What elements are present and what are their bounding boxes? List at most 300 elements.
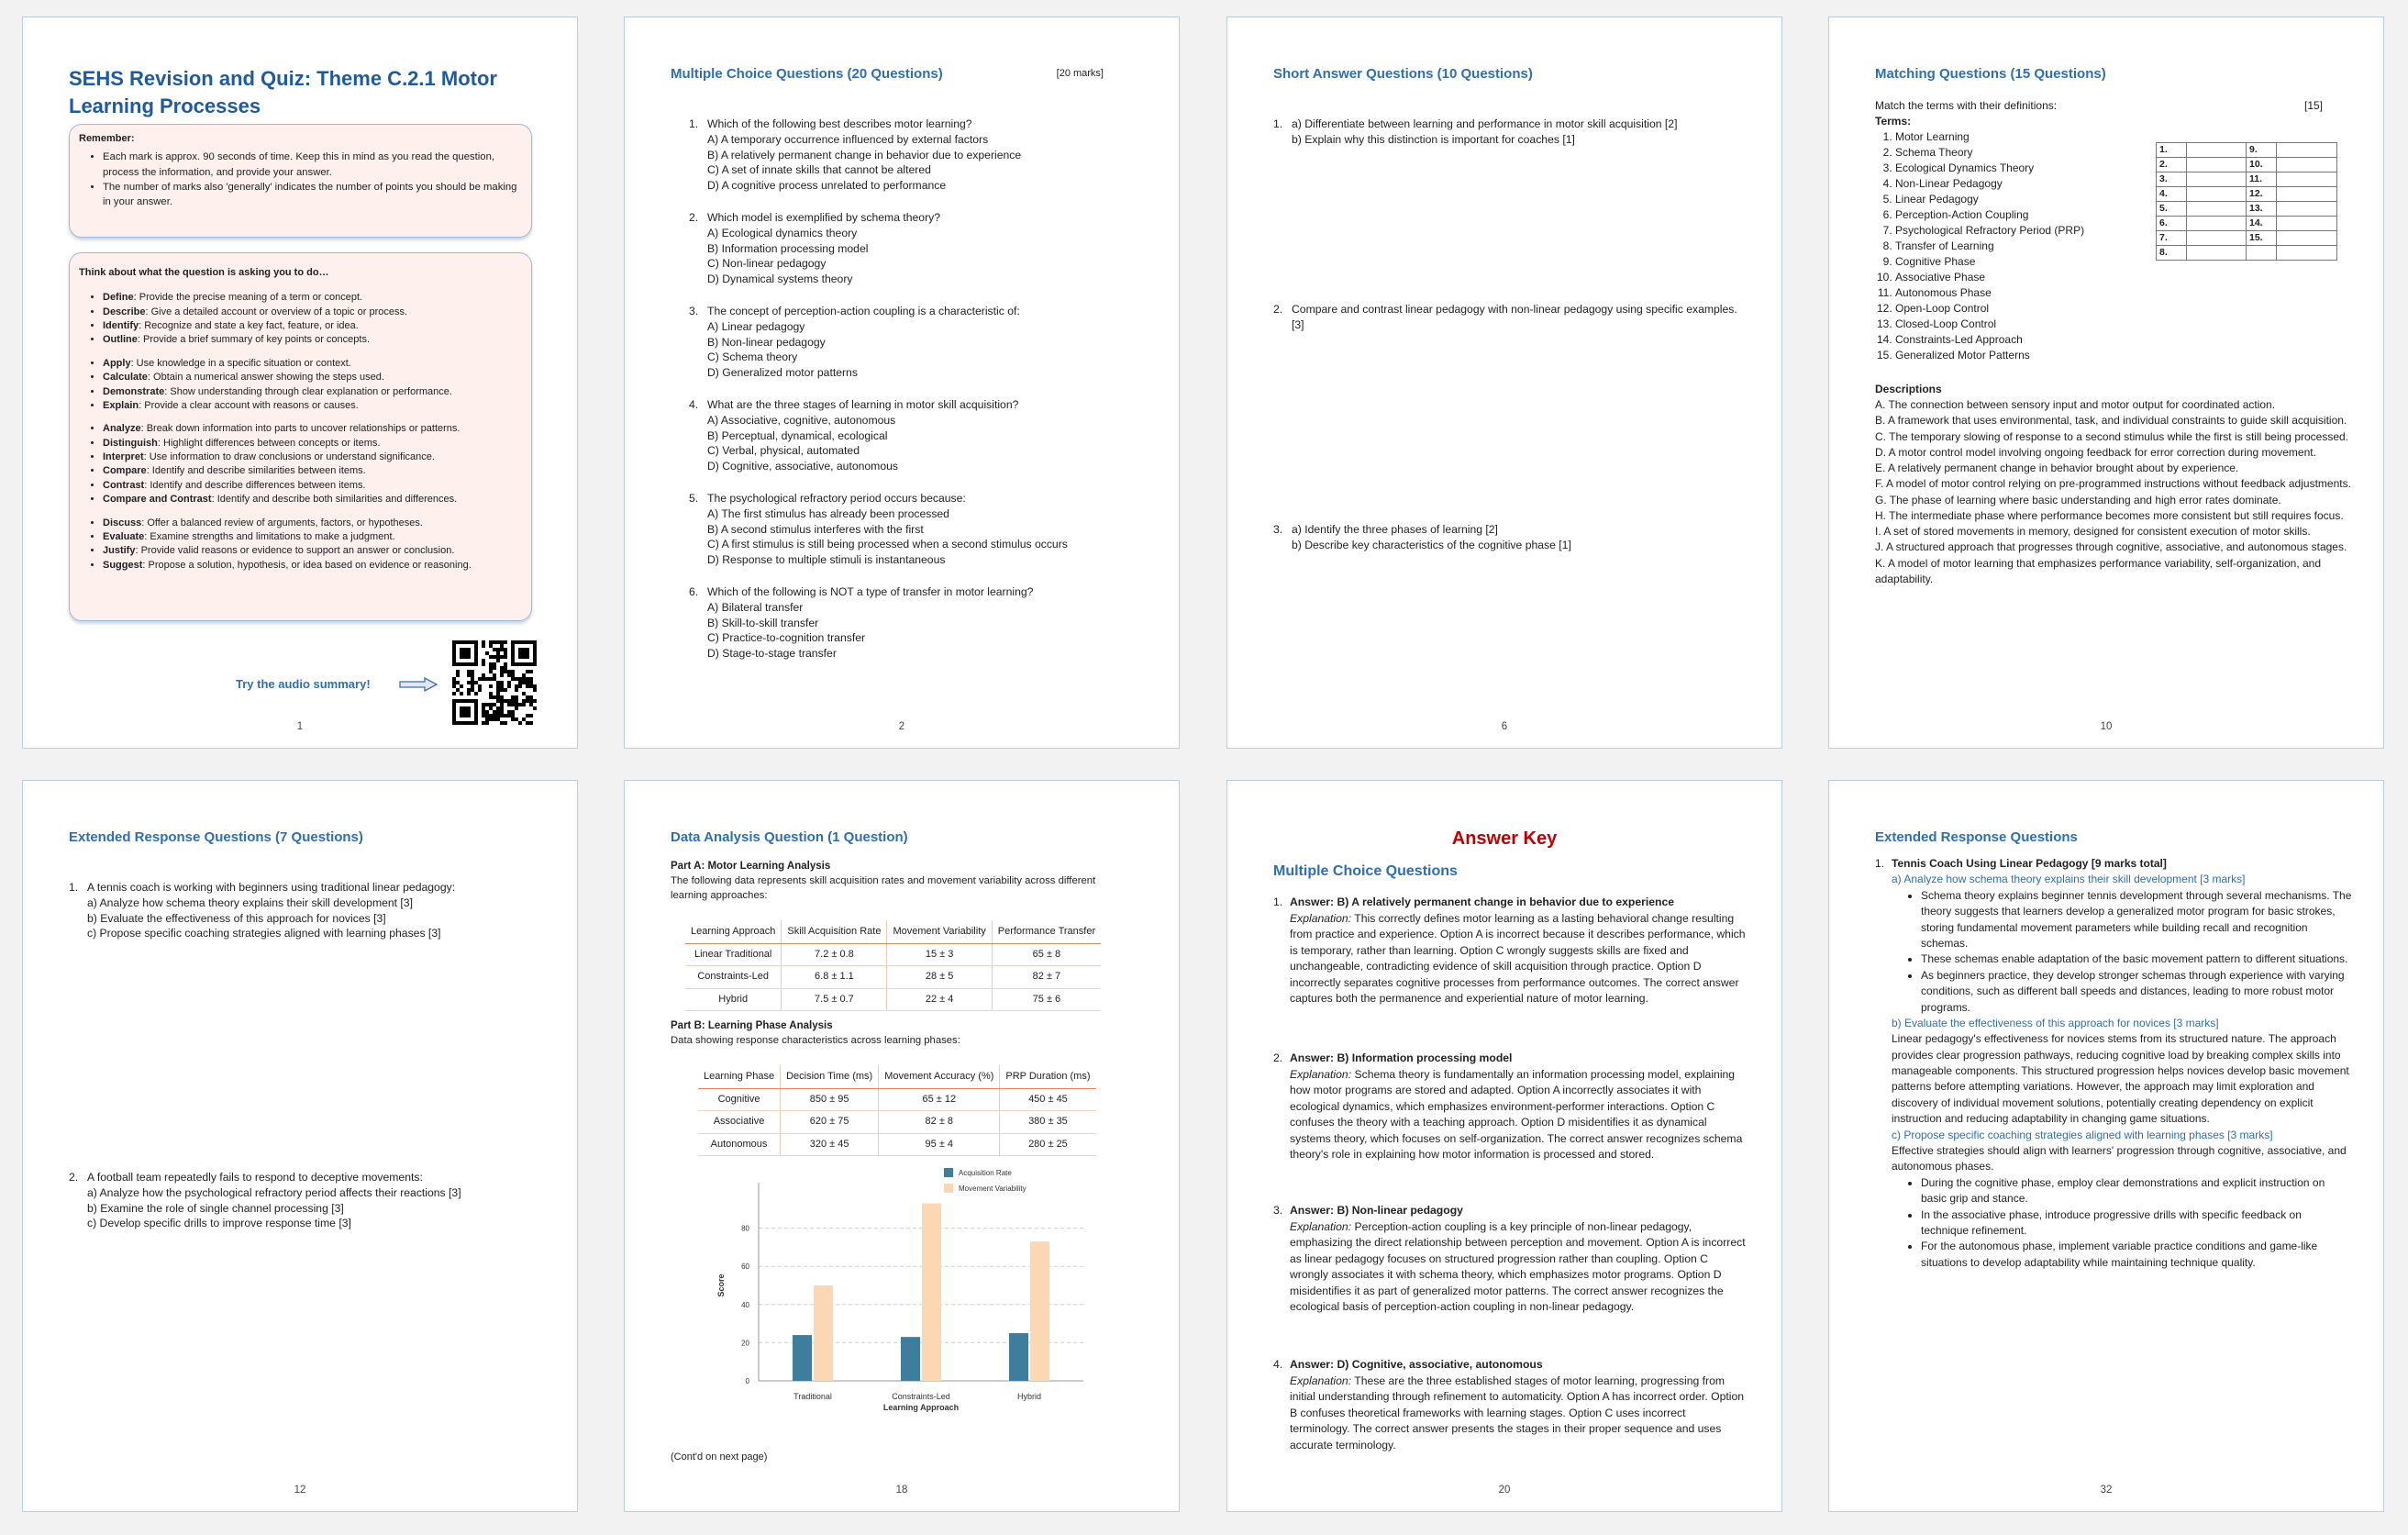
table-cell: 82 ± 7 (992, 966, 1101, 988)
grid-answer-cell[interactable] (2187, 217, 2247, 231)
answer-number: 1. (1273, 895, 1283, 908)
term-item: 13. Closed-Loop Control (1895, 317, 2084, 332)
remember-title: Remember: (79, 133, 135, 144)
answer-explanation (1290, 1374, 1746, 1454)
question-number: 1. (69, 881, 79, 894)
bullet-item: • These schemas enable adaptation of the basic movement pattern to different situations. (1921, 951, 2352, 967)
question-number: 1. (1273, 117, 1283, 130)
table-cell: 620 ± 75 (781, 1111, 879, 1133)
mcq-question (689, 210, 1148, 287)
question-text: Which model is exemplified by schema theory? (707, 211, 941, 224)
table-cell: 95 ± 4 (879, 1133, 1000, 1155)
marks-label: [20 marks] (1056, 68, 1104, 79)
mcq-question (689, 397, 1148, 474)
legend-swatch (944, 1168, 953, 1177)
part-a-bullets (1901, 888, 2352, 1016)
table-header-row (685, 920, 1101, 944)
command-term: Suggest (103, 559, 143, 571)
answer-option[interactable]: A) A temporary occurrence influenced by external factors (707, 132, 989, 146)
command-term-definition: : Propose a solution, hypothesis, or idea based on evidence or reasoning. (142, 559, 472, 571)
answer-grid[interactable] (2156, 142, 2337, 261)
answer-item (1273, 1051, 1746, 1163)
page-number: 20 (1498, 1485, 1511, 1496)
think-title: Think about what the question is asking you to do… (79, 267, 329, 278)
table-cell: 65 ± 12 (879, 1089, 1000, 1111)
command-term-item (103, 559, 522, 573)
bar-acquisition-rate (793, 1335, 812, 1381)
short-answer-question (1273, 302, 1750, 333)
mcq-question (689, 117, 1148, 194)
bullet-item: • As beginners practice, they develop stronger schemas through experience with varying conditions, such as different ball speeds and distances, leading to more robust motor programs. (1921, 968, 2352, 1016)
grid-number: 14. (2247, 217, 2277, 231)
terms-list (1866, 129, 2084, 363)
y-tick-label: 0 (745, 1377, 749, 1385)
grid-number: 5. (2157, 202, 2187, 217)
page-number: 10 (2100, 721, 2113, 733)
grid-number: 7. (2157, 231, 2187, 246)
column-header: Skill Acquisition Rate (782, 920, 887, 944)
command-term-item (103, 319, 522, 333)
y-tick-label: 60 (741, 1262, 749, 1272)
table-cell: Linear Traditional (685, 944, 782, 966)
grid-answer-cell[interactable] (2187, 172, 2247, 187)
grid-answer-cell[interactable] (2277, 158, 2337, 172)
answer-option[interactable]: D) A cognitive process unrelated to performance (707, 179, 947, 193)
question-line: b) Describe key characteristics of the cognitive phase [1] (1292, 538, 1571, 551)
description-item: A. The connection between sensory input and motor output for coordinated action. (1875, 398, 2276, 411)
answer-body (1290, 1357, 1746, 1453)
command-term: Define (103, 292, 134, 304)
answer-body (1290, 895, 1746, 1007)
remember-list (79, 150, 522, 210)
bullet-item: • For the autonomous phase, implement variable practice conditions and game-like situations to develop adaptability while maintaining technique quality. (1921, 1239, 2352, 1271)
question-number: 2. (689, 211, 699, 224)
command-term-definition: : Provide a brief summary of key points or concepts. (137, 334, 370, 346)
answer-option[interactable]: D) Response to multiple stimuli is instantaneous (707, 553, 946, 567)
grid-answer-cell[interactable] (2187, 202, 2247, 217)
bar-movement-variability (1030, 1241, 1049, 1381)
grid-row (2157, 217, 2337, 231)
column-header: Movement Accuracy (%) (879, 1065, 1000, 1089)
explanation-text: Schema theory is fundamentally an information processing model, explaining how motor programs are stored and adapted. Option A incorrectly associates it with ecological dynamics, which emphasizes environment-performer interactions. Option C confuses the theory with a teaching approach. Option D misidentifies it as dynamical systems theory, which focuses on self-organization. The correct answer recognizes schema theory's role in explaining how motor information is processed and stored. (1290, 1067, 1743, 1162)
remember-item: • The number of marks also 'generally' indicates the number of points you should be making in your answer. (103, 180, 522, 210)
mcq-question (689, 491, 1148, 568)
answer-explanation (1290, 1219, 1746, 1316)
x-tick-label: Constraints-Led (892, 1392, 950, 1401)
question-body (707, 304, 1148, 381)
grid-number: 3. (2157, 172, 2187, 187)
answer-option[interactable]: B) A relatively permanent change in behavior due to experience (707, 148, 1022, 161)
grid-number: 2. (2157, 158, 2187, 172)
bar-acquisition-rate (1009, 1333, 1028, 1381)
command-term-item (103, 306, 522, 319)
question-body (707, 117, 1148, 194)
description-item: B. A framework that uses environmental, task, and individual constraints to guide skill acquisition. (1875, 414, 2347, 428)
command-term: Identify (103, 319, 139, 331)
question-body (1292, 302, 1750, 333)
legend-swatch (944, 1184, 953, 1193)
grid-answer-cell[interactable] (2277, 172, 2337, 187)
question-line: A football team repeatedly fails to respond to deceptive movements: (87, 1171, 423, 1184)
description-item: H. The intermediate phase where performance becomes more consistent but still requires focus. (1875, 508, 2344, 522)
x-axis-label: Learning Approach (882, 1403, 960, 1412)
column-header: Movement Variability (887, 920, 992, 944)
answer-option[interactable]: A) Associative, cognitive, autonomous (707, 413, 896, 427)
grid-answer-cell[interactable] (2187, 231, 2247, 246)
question-body (707, 210, 1148, 287)
grid-number: 13. (2247, 202, 2277, 217)
command-terms-box (69, 252, 532, 621)
command-term-item (103, 479, 522, 493)
grid-number (2247, 246, 2277, 261)
question-body (707, 491, 1148, 568)
grid-number: 1. (2157, 143, 2187, 158)
short-answer-question (1273, 117, 1750, 148)
answer-heading: Answer: D) Cognitive, associative, autonomous (1290, 1358, 1543, 1371)
question-number: 5. (689, 492, 699, 505)
table-cell: 22 ± 4 (887, 988, 992, 1010)
table-cell: 75 ± 6 (992, 988, 1101, 1010)
command-term-item (103, 385, 522, 399)
bullet-item: • During the cognitive phase, employ clear demonstrations and explicit instruction on basic grip and stance. (1921, 1175, 2352, 1207)
command-term: Outline (103, 334, 138, 346)
command-term: Compare and Contrast (103, 494, 212, 506)
command-term-item (103, 530, 522, 544)
answer-option[interactable]: B) A second stimulus interferes with the first (707, 522, 924, 536)
command-term-item (103, 291, 522, 305)
part-b-title: Part B: Learning Phase Analysis (671, 1020, 833, 1031)
section-heading: Short Answer Questions (10 Questions) (1273, 66, 1533, 82)
mcq-question (689, 304, 1148, 381)
grid-row (2157, 202, 2337, 217)
answer-item (1273, 895, 1746, 1007)
term-item: 9. Cognitive Phase (1895, 254, 2084, 270)
answer-option[interactable]: D) Dynamical systems theory (707, 273, 853, 286)
table-cell: 450 ± 45 (1000, 1089, 1096, 1111)
table-cell: 320 ± 45 (781, 1133, 879, 1155)
grid-number: 11. (2247, 172, 2277, 187)
section-heading: Multiple Choice Questions (1273, 863, 1458, 879)
question-line: b) Examine the role of single channel processing [3] (87, 1201, 344, 1215)
command-term-definition: : Use knowledge in a specific situation or context. (130, 357, 351, 369)
table-cell: 15 ± 3 (887, 944, 992, 966)
table-header-row (698, 1065, 1096, 1089)
part-b-text: Data showing response characteristics across learning phases: (671, 1035, 960, 1046)
remember-box (69, 124, 532, 238)
table-cell: Cognitive (698, 1089, 781, 1111)
grid-answer-cell[interactable] (2187, 187, 2247, 202)
question-body (707, 584, 1148, 662)
command-term-item (103, 544, 522, 558)
description-item: E. A relatively permanent change in behavior brought about by experience. (1875, 462, 2239, 475)
command-term: Evaluate (103, 531, 145, 543)
command-term-item (103, 333, 522, 347)
command-term-item (103, 422, 522, 436)
answer-option[interactable]: D) Stage-to-stage transfer (707, 647, 837, 661)
document-title: SEHS Revision and Quiz: Theme C.2.1 Motor Learning Processes (69, 67, 497, 117)
question-line: Compare and contrast linear pedagogy with non-linear pedagogy using specific examples. [3] (1292, 303, 1737, 331)
page-1 (22, 17, 578, 749)
part-c-text: Effective strategies should align with learners' progression through cognitive, associative, and autonomous phases. (1892, 1144, 2347, 1173)
legend-label: Movement Variability (959, 1185, 1026, 1193)
grid-number: 4. (2157, 187, 2187, 202)
table-cell: 7.5 ± 0.7 (782, 988, 887, 1010)
section-heading: Multiple Choice Questions (20 Questions) (671, 66, 943, 82)
question-text: Which of the following is NOT a type of transfer in motor learning? (707, 585, 1034, 598)
command-term-item (103, 464, 522, 478)
answer-option[interactable]: B) Non-linear pedagogy (707, 335, 826, 349)
command-term-item (103, 357, 522, 371)
answer-option[interactable]: A) Ecological dynamics theory (707, 226, 858, 239)
grid-row (2157, 172, 2337, 187)
y-tick-label: 20 (741, 1339, 749, 1348)
answer-option[interactable]: A) Bilateral transfer (707, 600, 804, 614)
command-term: Contrast (103, 479, 145, 491)
term-item: 5. Linear Pedagogy (1895, 192, 2084, 207)
description-item: I. A set of stored movements in memory, designed for consistent execution of motor skills. (1875, 525, 2311, 539)
table-row (685, 944, 1101, 966)
explanation-text: These are the three established stages of motor learning, progressing from initial understanding through refinement to automaticity. Option A has incorrect order. Option B confuses theoretical frameworks with learning stages. Option C uses incorrect terminology. The correct answer presents the stages in their proper sequence and uses accurate terminology. (1290, 1374, 1745, 1452)
page-number: 2 (898, 721, 905, 733)
table-cell: 850 ± 95 (781, 1089, 879, 1111)
part-b-label: b) Evaluate the effectiveness of this approach for novices [3 marks] (1892, 1016, 2219, 1029)
question-line: a) Analyze how schema theory explains their skill development [3] (87, 895, 413, 909)
x-tick-label: Hybrid (1016, 1392, 1042, 1401)
command-term: Justify (103, 545, 136, 557)
table-row (698, 1133, 1096, 1155)
bar-chart (707, 1164, 1111, 1421)
grid-answer-cell[interactable] (2187, 143, 2247, 158)
question-number: 2. (69, 1171, 79, 1184)
page-number: 1 (296, 721, 304, 733)
answer-option[interactable]: C) Practice-to-cognition transfer (707, 631, 866, 645)
mcq-question (689, 584, 1148, 662)
question-number: 4. (689, 398, 699, 411)
arrow-right-icon (399, 677, 438, 692)
command-term-definition: : Break down information into parts to uncover relationships or patterns. (140, 423, 461, 435)
table-cell: 6.8 ± 1.1 (782, 966, 887, 988)
table-cell: 280 ± 25 (1000, 1133, 1096, 1155)
answer-option[interactable]: C) Verbal, physical, automated (707, 444, 860, 458)
question-text: The concept of perception-action coupling is a characteristic of: (707, 305, 1020, 317)
command-term-item (103, 493, 522, 506)
answer-option[interactable]: C) A first stimulus is still being processed when a second stimulus occurs (707, 538, 1068, 551)
answer-item (1273, 1357, 1746, 1453)
command-term: Describe (103, 306, 146, 317)
extended-question (69, 880, 546, 941)
remember-item: • Each mark is approx. 90 seconds of time. Keep this in mind as you read the question, process the information, and provide your answer. (103, 150, 522, 180)
question-number: 3. (689, 305, 699, 317)
command-term-definition: : Identify and describe both similarities and differences. (211, 494, 458, 506)
qr-code-icon[interactable] (452, 640, 537, 726)
explanation-label: Explanation: (1290, 911, 1352, 925)
command-term-definition: : Obtain a numerical answer showing the steps used. (147, 372, 384, 384)
question-title: Tennis Coach Using Linear Pedagogy [9 marks total] (1892, 857, 2167, 870)
question-line: A tennis coach is working with beginners using traditional linear pedagogy: (87, 881, 456, 894)
question-number: 3. (1273, 523, 1283, 536)
term-item: 2. Schema Theory (1895, 145, 2084, 161)
question-number: 1. (689, 117, 699, 130)
model-answer (1875, 856, 2352, 1271)
answer-number: 4. (1273, 1358, 1283, 1371)
command-term: Compare (103, 465, 147, 477)
description-item: C. The temporary slowing of response to a second stimulus while the first is still being processed. (1875, 429, 2349, 443)
spacer (103, 507, 522, 517)
column-header: Learning Phase (698, 1065, 781, 1089)
description-item: D. A motor control model involving ongoing feedback for error correction during movement. (1875, 445, 2316, 459)
command-term-definition: : Identify and describe differences between items. (144, 479, 366, 491)
bullet-item: • Schema theory explains beginner tennis development through several mechanisms. The theory suggests that learners develop a generalized motor program for basic strokes, storing fundamental movement parameters while building recall and recognition schemas. (1921, 888, 2352, 952)
question-line: a) Analyze how the psychological refractory period affects their reactions [3] (87, 1185, 461, 1199)
grid-answer-cell[interactable] (2277, 143, 2337, 158)
answer-key-title: Answer Key (1451, 829, 1558, 849)
answer-body (1290, 1051, 1746, 1163)
table-cell: 380 ± 35 (1000, 1111, 1096, 1133)
answer-item (1273, 1203, 1746, 1316)
page-number: 6 (1501, 721, 1508, 733)
explanation-label: Explanation: (1290, 1067, 1352, 1081)
grid-number: 10. (2247, 158, 2277, 172)
answer-option[interactable]: A) Linear pedagogy (707, 319, 805, 333)
grid-row (2157, 231, 2337, 246)
command-term-item (103, 437, 522, 450)
table-cell: 7.2 ± 0.8 (782, 944, 887, 966)
answer-body (1290, 1203, 1746, 1316)
explanation-label: Explanation: (1290, 1374, 1352, 1387)
term-item: 10. Associative Phase (1895, 270, 2084, 285)
question-body (87, 1170, 546, 1231)
question-number: 1. (1875, 857, 1885, 870)
description-item: F. A model of motor control relying on pre-programmed instructions without feedback adjustments. (1875, 477, 2351, 491)
answer-option[interactable]: B) Skill-to-skill transfer (707, 616, 819, 629)
command-term-item (103, 517, 522, 530)
term-item: 14. Constraints-Led Approach (1895, 332, 2084, 348)
part-c-label: c) Propose specific coaching strategies aligned with learning phases [3 marks] (1892, 1128, 2273, 1141)
grid-answer-cell[interactable] (2277, 202, 2337, 217)
answer-option[interactable]: D) Generalized motor patterns (707, 366, 858, 380)
grid-answer-cell[interactable] (2277, 187, 2337, 202)
column-header: Performance Transfer (992, 920, 1101, 944)
part-c-bullets (1901, 1175, 2352, 1271)
answer-option[interactable]: C) Non-linear pedagogy (707, 257, 827, 271)
term-item: 7. Psychological Refractory Period (PRP) (1895, 223, 2084, 239)
grid-number: 12. (2247, 187, 2277, 202)
terms-label: Terms: (1875, 115, 1912, 128)
answer-option[interactable]: B) Information processing model (707, 241, 869, 255)
command-term: Distinguish (103, 437, 158, 449)
answer-option[interactable]: C) Schema theory (707, 350, 798, 364)
command-term-definition: : Highlight differences between concepts or items. (157, 437, 381, 449)
descriptions-label: Descriptions (1875, 383, 1942, 395)
grid-answer-cell[interactable] (2277, 217, 2337, 231)
question-line: b) Explain why this distinction is important for coaches [1] (1292, 132, 1575, 146)
grid-number: 8. (2157, 246, 2187, 261)
command-term-item (103, 399, 522, 413)
question-line: c) Develop specific drills to improve response time [3] (87, 1217, 351, 1230)
grid-answer-cell[interactable] (2277, 246, 2337, 261)
table-row (698, 1089, 1096, 1111)
page-number: 12 (294, 1485, 306, 1496)
question-line: a) Identify the three phases of learning [2] (1292, 523, 1498, 536)
term-item: 12. Open-Loop Control (1895, 301, 2084, 317)
command-term-item (103, 450, 522, 464)
section-heading: Extended Response Questions (7 Questions) (69, 829, 363, 845)
command-term-definition: : Provide the precise meaning of a term or concept. (133, 292, 363, 304)
column-header: PRP Duration (ms) (1000, 1065, 1096, 1089)
command-terms-list (79, 291, 522, 573)
answer-heading: Answer: B) Non-linear pedagogy (1290, 1204, 1463, 1217)
part-b-text: Linear pedagogy's effectiveness for novices stems from its structured nature. The approach provides clear progression pathways, reducing cognitive load by breaking complex skills into manageable components. This structured progression helps novices develop basic movement patterns before attempting variations. However, the approach may limit exploration and discovery of individual movement solutions, potentially creating dependency on explicit instruction and reducing adaptability in changing game situations. (1892, 1032, 2349, 1126)
command-term-definition: : Show understanding through clear explanation or performance. (164, 385, 452, 397)
answer-option[interactable]: C) A set of innate skills that cannot be altered (707, 163, 931, 177)
answer-option[interactable]: B) Perceptual, dynamical, ecological (707, 428, 888, 442)
question-body (87, 880, 546, 941)
part-a-label: a) Analyze how schema theory explains their skill development [3 marks] (1892, 873, 2246, 886)
command-term: Analyze (103, 423, 141, 435)
section-heading: Data Analysis Question (1 Question) (671, 829, 908, 845)
section-heading: Matching Questions (15 Questions) (1875, 66, 2106, 82)
bar-acquisition-rate (901, 1337, 920, 1381)
part-a-title: Part A: Motor Learning Analysis (671, 861, 831, 872)
column-header: Learning Approach (685, 920, 782, 944)
table-cell: 28 ± 5 (887, 966, 992, 988)
bar-movement-variability (814, 1285, 833, 1381)
term-item: 3. Ecological Dynamics Theory (1895, 161, 2084, 176)
y-tick-label: 40 (741, 1300, 749, 1309)
learning-phase-table (698, 1065, 1096, 1156)
grid-answer-cell[interactable] (2187, 158, 2247, 172)
page-18 (624, 780, 1180, 1512)
description-item: J. A structured approach that progresses through cognitive, associative, and autonomous stages. (1875, 540, 2347, 554)
audio-summary-label[interactable]: Try the audio summary! (236, 677, 371, 691)
command-term-definition: : Provide valid reasons or evidence to support an answer or conclusion. (135, 545, 455, 557)
description-item: K. A model of motor learning that emphasizes performance variability, self-organization, and adaptability. (1875, 556, 2322, 585)
question-body (1292, 117, 1750, 148)
command-term: Demonstrate (103, 385, 165, 397)
question-body (1292, 522, 1750, 553)
command-term-definition: : Examine strengths and limitations to make a judgment. (144, 531, 395, 543)
matching-instruction: Match the terms with their definitions: (1875, 99, 2058, 112)
descriptions-list (1875, 397, 2352, 587)
term-item: 6. Perception-Action Coupling (1895, 207, 2084, 223)
section-heading: Extended Response Questions (1875, 829, 2078, 845)
answer-option[interactable]: D) Cognitive, associative, autonomous (707, 460, 898, 473)
answer-option[interactable]: A) The first stimulus has already been processed (707, 506, 949, 520)
column-header: Decision Time (ms) (781, 1065, 879, 1089)
grid-answer-cell[interactable] (2277, 231, 2337, 246)
page-20 (1226, 780, 1782, 1512)
page-2 (624, 17, 1180, 749)
table-cell: Associative (698, 1111, 781, 1133)
motor-learning-table (685, 920, 1101, 1011)
term-item: 1. Motor Learning (1895, 129, 2084, 145)
command-term-definition: : Provide a clear account with reasons or causes. (139, 399, 359, 411)
part-a-text: The following data represents skill acquisition rates and movement variability across different learning approaches: (671, 875, 1096, 901)
table-cell: 82 ± 8 (879, 1111, 1000, 1133)
description-item: G. The phase of learning where basic understanding and high error rates dominate. (1875, 493, 2281, 506)
command-term-definition: : Recognize and state a key fact, feature, or idea. (139, 319, 359, 331)
grid-answer-cell[interactable] (2187, 246, 2247, 261)
grid-row (2157, 246, 2337, 261)
question-text: The psychological refractory period occurs because: (707, 492, 966, 505)
question-text: Which of the following best describes motor learning? (707, 117, 972, 130)
marks-label: [15] (2303, 99, 2323, 112)
answer-number: 3. (1273, 1204, 1283, 1217)
legend-label: Acquisition Rate (959, 1169, 1012, 1177)
term-item: 15. Generalized Motor Patterns (1895, 348, 2084, 363)
table-row (685, 988, 1101, 1010)
term-item: 4. Non-Linear Pedagogy (1895, 176, 2084, 192)
